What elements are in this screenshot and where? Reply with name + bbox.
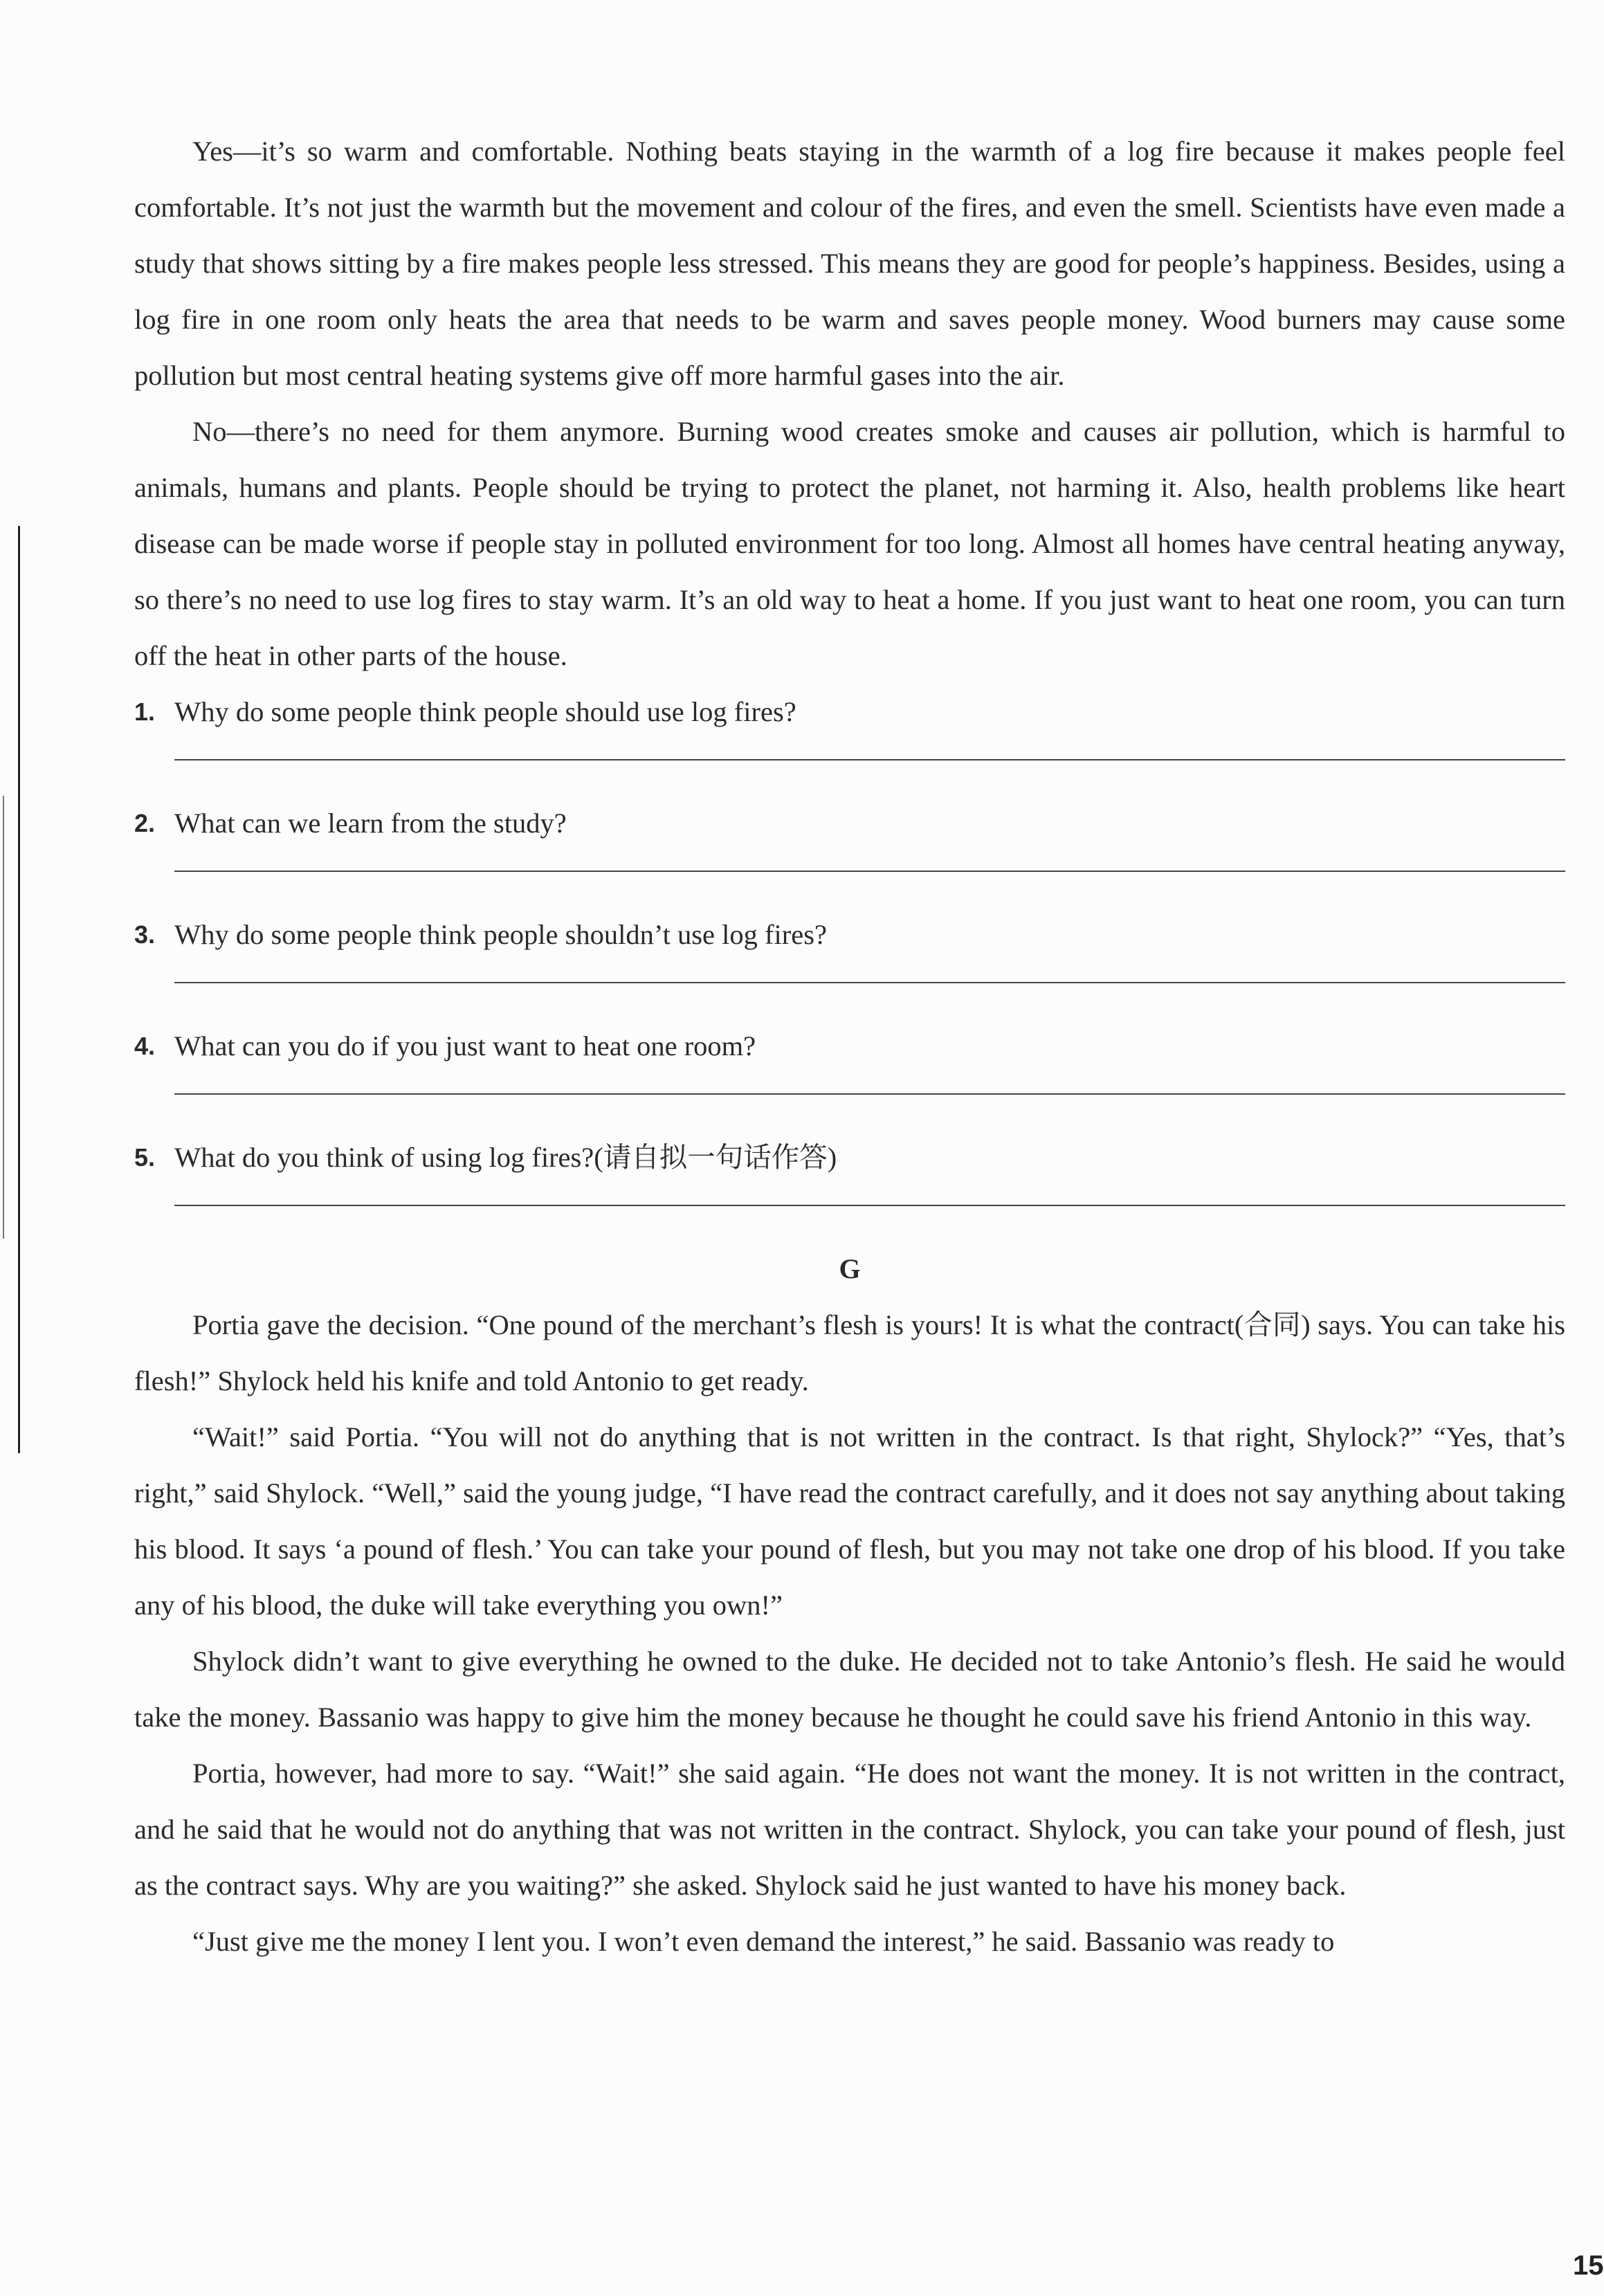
answer-line-2[interactable] xyxy=(174,871,1565,872)
binding-edge-line-faint xyxy=(3,796,4,1239)
answer-line-5[interactable] xyxy=(174,1205,1565,1206)
question-2 xyxy=(134,795,1565,851)
section-g-paragraph-3: Shylock didn’t want to give everything he owned to the duke. He decided not to take Antonio’s flesh. He said he would take the money. Bassanio was happy to give him the money because he thought he could save his friend Antonio in this way. xyxy=(134,1646,1565,1733)
question-number: 1. xyxy=(134,698,156,726)
question-4 xyxy=(134,1018,1565,1074)
section-g-paragraph-2: “Wait!” said Portia. “You will not do anything that is not written in the contract. Is that right, Shylock?” “Yes, that’s right,” said Shylock. “Well,” said the young judge, “I have read the contract carefully, and it does not say anything about taking his blood. It says ‘a pound of flesh.’ You can take your pound of flesh, but you may not take one drop of his blood. If you take any of his blood, the duke will take everything you own!” xyxy=(134,1421,1565,1621)
question-number: 5. xyxy=(134,1143,156,1172)
question-5 xyxy=(134,1129,1565,1185)
answer-line-1-wrap xyxy=(134,740,1565,795)
answer-line-3-wrap xyxy=(134,963,1565,1018)
answer-line-4[interactable] xyxy=(174,1093,1565,1095)
question-list xyxy=(134,684,1565,1241)
question-number: 2. xyxy=(134,809,156,837)
section-g-heading: G xyxy=(839,1253,861,1284)
question-text: Why do some people think people should use log fires? xyxy=(174,696,796,727)
question-text: What can you do if you just want to heat one room? xyxy=(174,1030,756,1062)
answer-line-1[interactable] xyxy=(174,759,1565,760)
question-text: Why do some people think people shouldn’t use log fires? xyxy=(174,919,827,950)
answer-line-2-wrap xyxy=(134,851,1565,906)
section-g-paragraph-4: Portia, however, had more to say. “Wait!” she said again. “He does not want the money. It is not written in the contract, and he said that he would not do anything that was not written in the contract. Shylock, you can take your pound of flesh, just as the contract says. Why are you waiting?” she asked. Shylock said he just wanted to have his money back. xyxy=(134,1758,1565,1901)
question-text: What do you think of using log fires?(请自拟一句话作答) xyxy=(174,1142,837,1173)
question-3 xyxy=(134,906,1565,963)
passage-f-paragraph-1: Yes—it’s so warm and comfortable. Nothing beats staying in the warmth of a log fire because it makes people feel comfortable. It’s not just the warmth but the movement and colour of the fires, and even the smell. Scientists have even made a study that shows sitting by a fire makes people less stressed. This means they are good for people’s happiness. Besides, using a log fire in one room only heats the area that needs to be warm and saves people money. Wood burners may cause some pollution but most central heating systems give off more harmful gases into the air. xyxy=(134,136,1565,391)
question-number: 3. xyxy=(134,920,156,949)
page-content xyxy=(134,123,1565,1969)
question-1 xyxy=(134,684,1565,740)
question-text: What can we learn from the study? xyxy=(174,808,567,839)
answer-line-4-wrap xyxy=(134,1074,1565,1129)
answer-line-5-wrap xyxy=(134,1185,1565,1241)
question-number: 4. xyxy=(134,1032,156,1060)
passage-f-paragraph-2: No—there’s no need for them anymore. Burning wood creates smoke and causes air pollution, which is harmful to animals, humans and plants. People should be trying to protect the planet, not harming it. Also, health problems like heart disease can be made worse if people stay in polluted environment for too long. Almost all homes have central heating anyway, so there’s no need to use log fires to stay warm. It’s an old way to heat a home. If you just want to heat one room, you can turn off the heat in other parts of the house. xyxy=(134,416,1565,671)
section-g-paragraph-5: “Just give me the money I lent you. I won’t even demand the interest,” he said. Bassanio was ready to xyxy=(192,1926,1335,1957)
page-number: 15 xyxy=(1573,2250,1604,2281)
section-g-paragraph-1: Portia gave the decision. “One pound of the merchant’s flesh is yours! It is what the contract(合同) says. You can take his flesh!” Shylock held his knife and told Antonio to get ready. xyxy=(134,1309,1565,1396)
binding-edge-line xyxy=(18,526,20,1453)
answer-line-3[interactable] xyxy=(174,982,1565,983)
